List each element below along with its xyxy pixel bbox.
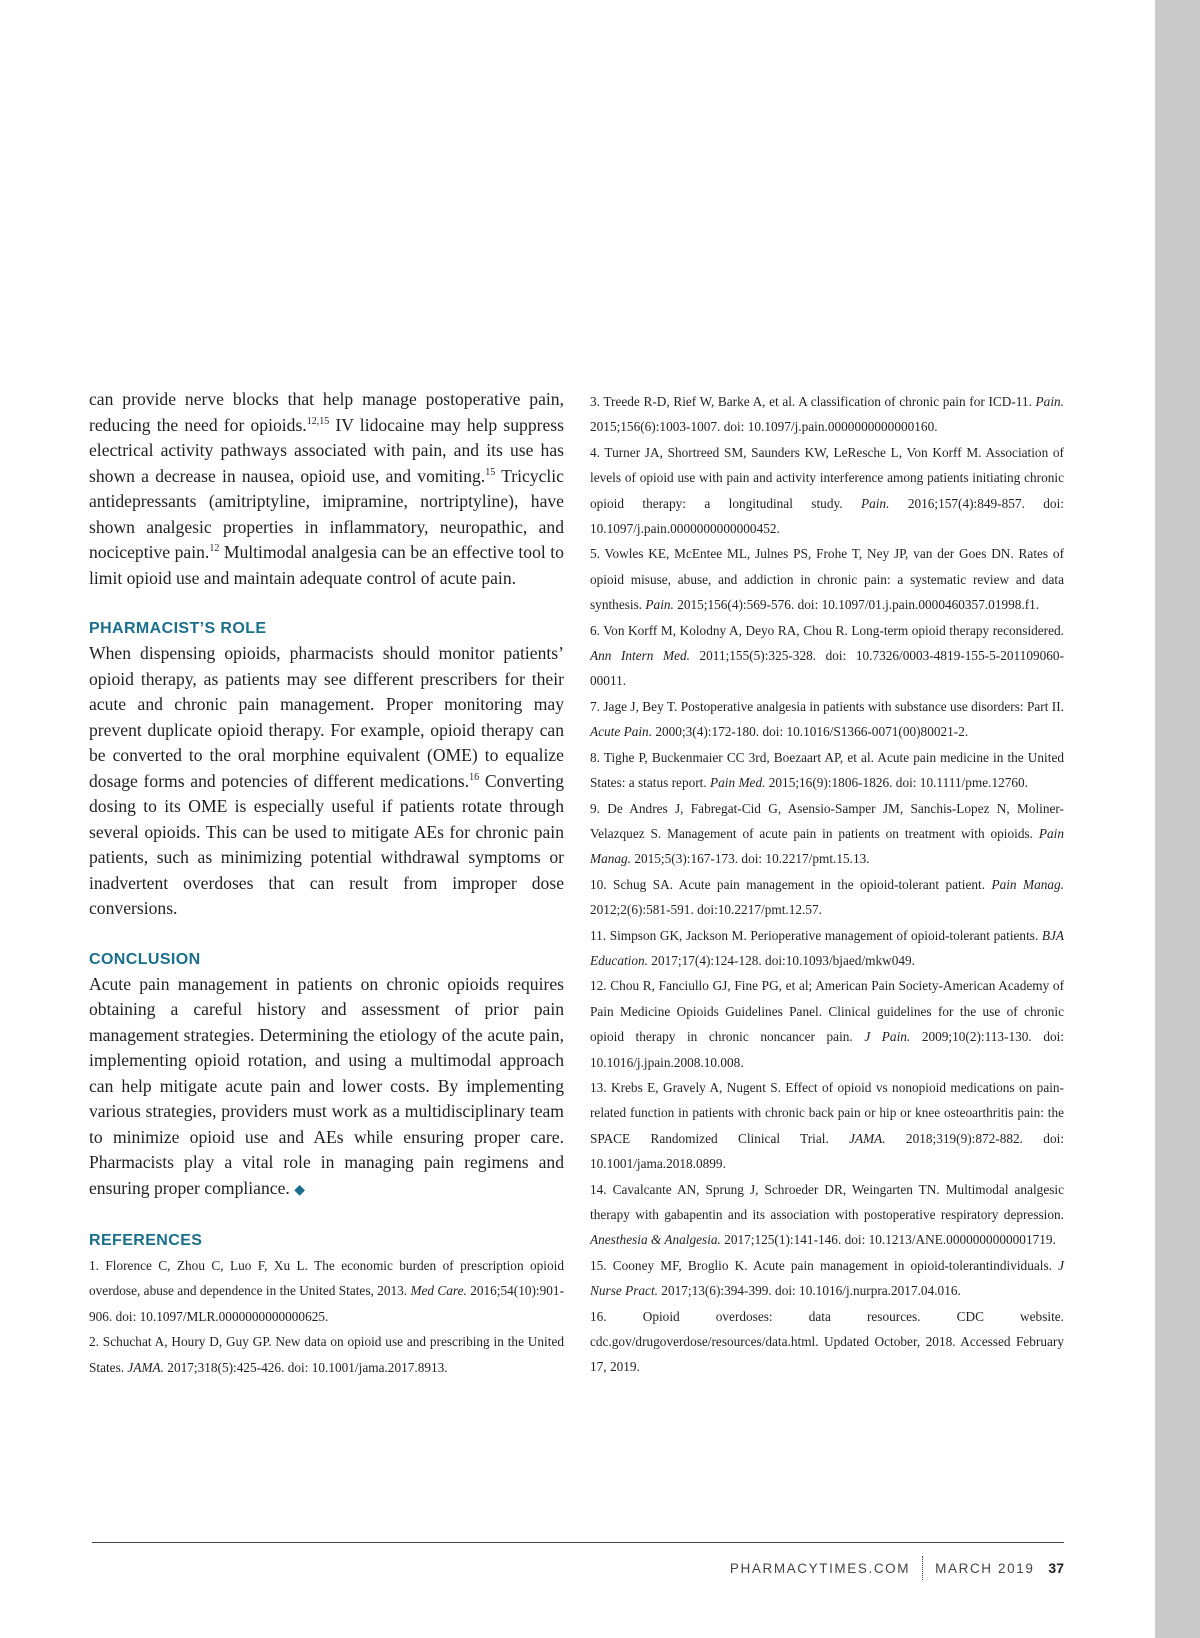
pharmacist-role-heading: PHARMACIST’S ROLE	[89, 620, 267, 637]
reference-item: 12. Chou R, Fanciullo GJ, Fine PG, et al; American Pain Society-American Academy of Pain Medicine Opioids Guidelines Panel. Clinical guidelines for the use of chronic opioid therapy in chronic noncancer pain. J Pain. 2009;10(2):113-130. doi: 10.1016/j.jpain.2008.10.008.	[590, 978, 1065, 1070]
reference-item: 15. Cooney MF, Broglio K. Acute pain management in opioid-tolerantindividuals. J Nurse Pract. 2017;13(6):394-399. doi: 10.1016/j.nurpra.2017.04.016.	[590, 1257, 1064, 1299]
reference-item: 7. Jage J, Bey T. Postoperative analgesia in patients with substance use disorders: Part II. Acute Pain. 2000;3(4):172-180. doi: 10.1016/S1366-0071(00)80021-2.	[590, 698, 1064, 740]
reference-item: 10. Schug SA. Acute pain management in the opioid-tolerant patient. Pain Manag. 2012;2(6):581-591. doi:10.2217/pmt.12.57.	[590, 876, 1064, 918]
page-edge-bar	[1155, 0, 1200, 1638]
reference-item: 3. Treede R-D, Rief W, Barke A, et al. A classification of chronic pain for ICD-11. Pain. 2015;156(6):1003-1007. doi: 10.1097/j.pain.0000000000000160.	[590, 394, 1064, 435]
reference-item: 6. Von Korff M, Kolodny A, Deyo RA, Chou R. Long-term opioid therapy reconsidered. Ann Intern Med. 2011;155(5):325-328. doi: 10.7326/0003-4819-155-5-201109060-00011.	[590, 622, 1065, 689]
reference-item: 16. Opioid overdoses: data resources. CDC website. cdc.gov/drugoverdose/resources/data.html. Updated October, 2018. Accessed February 17, 2019.	[590, 1308, 1064, 1375]
reference-item: 5. Vowles KE, McEntee ML, Julnes PS, Frohe T, Ney JP, van der Goes DN. Rates of opioid misuse, abuse, and addiction in chronic pain: a systematic review and data synthesis. Pain. 2015;156(4):569-576. doi: 10.1097/01.j.pain.0000460357.01998.f1.	[590, 546, 1064, 613]
reference-item: 4. Turner JA, Shortreed SM, Saunders KW, LeResche L, Von Korff M. Association of levels of opioid use with pain and activity interference among patients initiating chronic opioid therapy: a longitudinal study. Pain. 2016;157(4):849-857. doi: 10.1097/j.pain.0000000000000452.	[590, 444, 1064, 537]
footer-divider	[922, 1556, 923, 1580]
body-paragraph-1: can provide nerve blocks that help manage postoperative pain, reducing the need for opioids.$^{12,15}$ IV lidocaine may help suppress electrical activity pathways associated with pain, and its use has shown a decrease in nausea, opioid use, and vomiting.$^{15}$ Tricyclic antidepressants (amitriptyline, imipramine, nortriptyline), have shown analgesic properties in inflammatory, neuropathic, and nociceptive pain.$^{12}$ Multimodal analgesia can be an effective tool to limit opioid use and maintain adequate control of acute pain.	[89, 389, 565, 588]
references-list-right	[590, 389, 1064, 1380]
references-list-left	[89, 1253, 564, 1380]
right-column	[590, 389, 1064, 1380]
reference-item: 8. Tighe P, Buckenmaier CC 3rd, Boezaart AP, et al. Acute pain medicine in the United States: a status report. Pain Med. 2015;16(9):1806-1826. doi: 10.1111/pme.12760.	[590, 749, 1064, 791]
end-mark-icon: ◆	[294, 1182, 305, 1198]
footer-issue: MARCH 2019	[935, 1560, 1035, 1576]
reference-item: 2. Schuchat A, Houry D, Guy GP. New data on opioid use and prescribing in the United States. JAMA. 2017;318(5):425-426. doi: 10.1001/jama.2017.8913.	[89, 1334, 564, 1375]
references-heading: REFERENCES	[89, 1232, 203, 1249]
body-paragraph-2: When dispensing opioids, pharmacists should monitor patients’ opioid therapy, as patients may see different prescribers for their acute and chronic pain management. Proper monitoring may prevent duplicate opioid therapy. For example, opioid therapy can be converted to the oral morphine equivalent (OME) to equalize dosage forms and potencies of different medications.$^{16}$ Converting dosing to its OME is especially useful if patients rotate through several opioids. This can be used to mitigate AEs for chronic pain patients, such as minimizing potential withdrawal symptoms or inadvertent overdoses that can result from improper dose conversions.	[89, 643, 565, 918]
page-number: 37	[1048, 1560, 1064, 1576]
reference-item: 1. Florence C, Zhou C, Luo F, Xu L. The economic burden of prescription opioid overdose, abuse and dependence in the United States, 2013. Med Care. 2016;54(10):901-906. doi: 10.1097/MLR.0000000000000625.	[89, 1258, 564, 1324]
body-paragraph-3: Acute pain management in patients on chronic opioids requires obtaining a careful history and assessment of prior pain management strategies. Determining the etiology of the acute pain, implementing opioid rotation, and using a multimodal approach can help mitigate acute pain and lower costs. By implementing various strategies, providers must work as a multidisciplinary team to minimize opioid use and AEs while ensuring proper care. Pharmacists play a vital role in managing pain regimens and ensuring proper compliance. ◆	[89, 973, 564, 1198]
reference-item: 11. Simpson GK, Jackson M. Perioperative management of opioid-tolerant patients. BJA Education. 2017;17(4):124-128. doi:10.1093/bjaed/mkw049.	[590, 927, 1064, 968]
conclusion-heading: CONCLUSION	[89, 950, 201, 968]
reference-item: 9. De Andres J, Fabregat-Cid G, Asensio-Samper JM, Sanchis-Lopez N, Moliner-Velazquez S. Management of acute pain in patients on treatment with opioids. Pain Manag. 2015;5(3):167-173. doi: 10.2217/pmt.15.13.	[590, 800, 1064, 867]
left-column	[89, 387, 564, 1380]
reference-item: 13. Krebs E, Gravely A, Nugent S. Effect of opioid vs nonopioid medications on pain-related function in patients with chronic back pain or hip or knee osteoarthritis pain: the SPACE Randomized Clinical Trial. JAMA. 2018;319(9):872-882. doi: 10.1001/jama.2018.0899.	[590, 1079, 1064, 1172]
footer-rule	[92, 1542, 1064, 1543]
page-footer	[730, 1556, 1064, 1580]
footer-site: PHARMACYTIMES.COM	[729, 1560, 911, 1576]
reference-item: 14. Cavalcante AN, Sprung J, Schroeder DR, Weingarten TN. Multimodal analgesic therapy with gabapentin and its association with postoperative respiratory depression. Anesthesia & Analgesia. 2017;125(1):141-146. doi: 10.1213/ANE.0000000000001719.	[590, 1181, 1064, 1248]
